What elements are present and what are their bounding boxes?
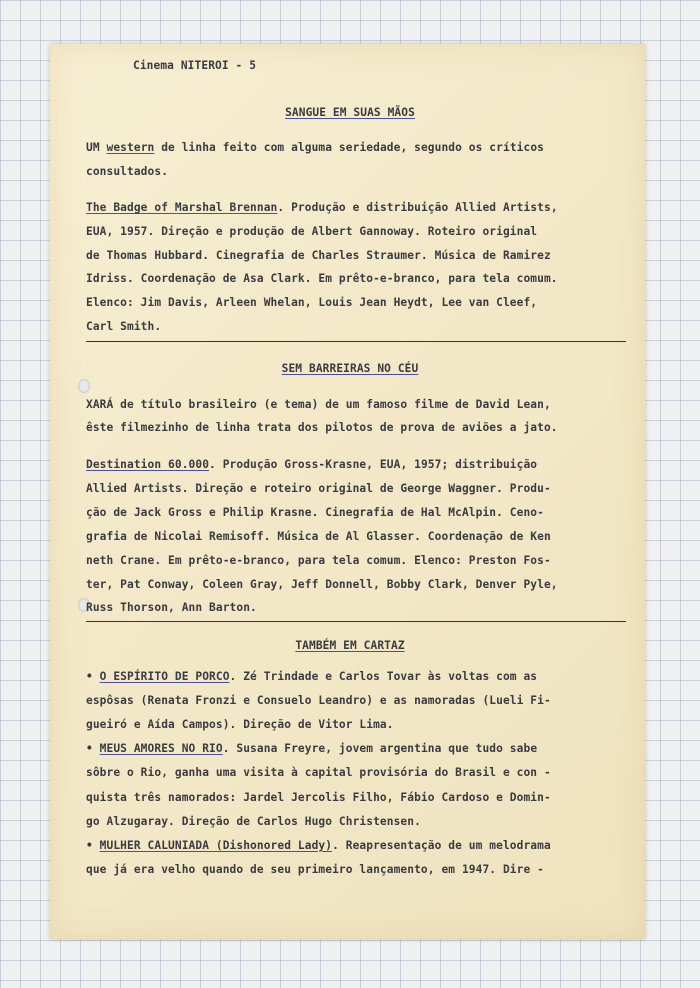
line-text: neth Crane. Em prêto-e-branco, para tela comum. Elenco: Preston Fos- bbox=[86, 553, 551, 567]
line-text: Russ Thorson, Ann Barton. bbox=[86, 601, 257, 615]
line-text: espôsas (Renata Fronzi e Consuelo Leandro) e as namoradas (Lueli Fi- bbox=[86, 694, 551, 708]
text-line bbox=[86, 554, 551, 568]
text-line bbox=[86, 601, 257, 615]
text-line bbox=[86, 742, 537, 756]
line-text: . Produção e distribuição Allied Artists, bbox=[277, 201, 558, 214]
text-line bbox=[86, 506, 544, 520]
line-text: . Susana Freyre, jovem argentina que tudo sabe bbox=[222, 742, 538, 756]
text-line bbox=[86, 839, 551, 853]
line-text: EUA, 1957. Direção e produção de Albert Gannoway. Roteiro original bbox=[86, 224, 538, 238]
line-text: Allied Artists. Direção e roteiro original de George Waggner. Produ- bbox=[86, 481, 551, 495]
text-line bbox=[86, 578, 558, 592]
line-text: de Thomas Hubbard. Cinegrafia de Charles Straumer. Música de Ramirez bbox=[86, 248, 551, 262]
line-text: . Reapresentação de um melodrama bbox=[332, 838, 551, 852]
line-text: . Produção Gross-Krasne, EUA, 1957; distribuição bbox=[209, 458, 538, 471]
page-header: Cinema NITEROI - 5 bbox=[133, 59, 257, 72]
line-text: êste filmezinho de linha trata dos pilotos de prova de aviões a jato. bbox=[86, 421, 558, 434]
underlined-title: The Badge of Marshal Brennan bbox=[86, 201, 278, 214]
line-text: . Zé Trindade e Carlos Tovar às voltas com as bbox=[229, 670, 538, 683]
line-text: quista três namorados: Jardel Jercolis Filho, Fábio Cardoso e Domin- bbox=[86, 790, 551, 804]
text-line bbox=[86, 670, 537, 684]
text-line bbox=[86, 296, 537, 310]
underlined-title: western bbox=[106, 141, 155, 154]
line-text: sôbre o Rio, ganha uma visita à capital provisória do Brasil e con - bbox=[86, 766, 551, 780]
text-line bbox=[86, 718, 394, 732]
line-text: de linha feito com alguma seriedade, segundo os críticos bbox=[154, 141, 544, 154]
line-text: • bbox=[86, 838, 100, 852]
text-line bbox=[86, 398, 551, 412]
text-line bbox=[86, 694, 551, 708]
text-line bbox=[86, 141, 544, 155]
text-line bbox=[86, 225, 537, 239]
text-line bbox=[86, 421, 558, 435]
section-divider bbox=[86, 621, 626, 622]
line-text: Elenco: Jim Davis, Arleen Whelan, Louis Jean Heydt, Lee van Cleef, bbox=[86, 296, 538, 310]
line-text: Idriss. Coordenação de Asa Clark. Em prêto-e-branco, para tela comum. bbox=[86, 272, 558, 286]
line-text: XARÁ de título brasileiro (e tema) de um famoso filme de David Lean, bbox=[86, 398, 551, 411]
text-line bbox=[86, 320, 161, 334]
text-line bbox=[86, 791, 551, 805]
text-line bbox=[86, 165, 168, 179]
line-text: gueiró e Aída Campos). Direção de Vitor Lima. bbox=[86, 718, 394, 732]
line-text: consultados. bbox=[86, 165, 169, 178]
text-line bbox=[86, 201, 558, 215]
line-text: ção de Jack Gross e Philip Krasne. Cinegrafia de Hal McAlpin. Ceno- bbox=[86, 505, 544, 519]
section-divider bbox=[86, 341, 626, 342]
line-text: grafia de Nicolai Remisoff. Música de Al Glasser. Coordenação de Ken bbox=[86, 529, 551, 543]
text-line bbox=[86, 272, 558, 286]
underlined-title: MEUS AMORES NO RIO bbox=[99, 742, 223, 756]
text-line bbox=[86, 249, 551, 263]
text-line bbox=[86, 458, 537, 472]
line-text: UM bbox=[86, 141, 107, 154]
line-text: go Alzugaray. Direção de Carlos Hugo Christensen. bbox=[86, 814, 421, 828]
text-line bbox=[86, 815, 421, 829]
section-title: TAMBÉM EM CARTAZ bbox=[295, 639, 405, 652]
line-text: que já era velho quando de seu primeiro lançamento, em 1947. Dire - bbox=[86, 862, 544, 876]
line-text: Carl Smith. bbox=[86, 320, 162, 333]
punch-hole bbox=[78, 379, 90, 393]
underlined-title: O ESPÍRITO DE PORCO bbox=[99, 670, 230, 683]
text-line bbox=[86, 530, 551, 544]
line-text: • bbox=[86, 670, 100, 683]
underlined-title: MULHER CALUNIADA (Dishonored Lady) bbox=[99, 838, 333, 852]
underlined-title: Destination 60.000 bbox=[86, 458, 210, 471]
text-line bbox=[86, 482, 551, 496]
line-text: • bbox=[86, 742, 100, 756]
text-line bbox=[86, 863, 544, 877]
line-text: ter, Pat Conway, Coleen Gray, Jeff Donnell, Bobby Clark, Denver Pyle, bbox=[86, 577, 558, 591]
section-title: SANGUE EM SUAS MÃOS bbox=[285, 106, 415, 119]
text-line bbox=[86, 766, 551, 780]
section-title: SEM BARREIRAS NO CÉU bbox=[281, 362, 419, 375]
